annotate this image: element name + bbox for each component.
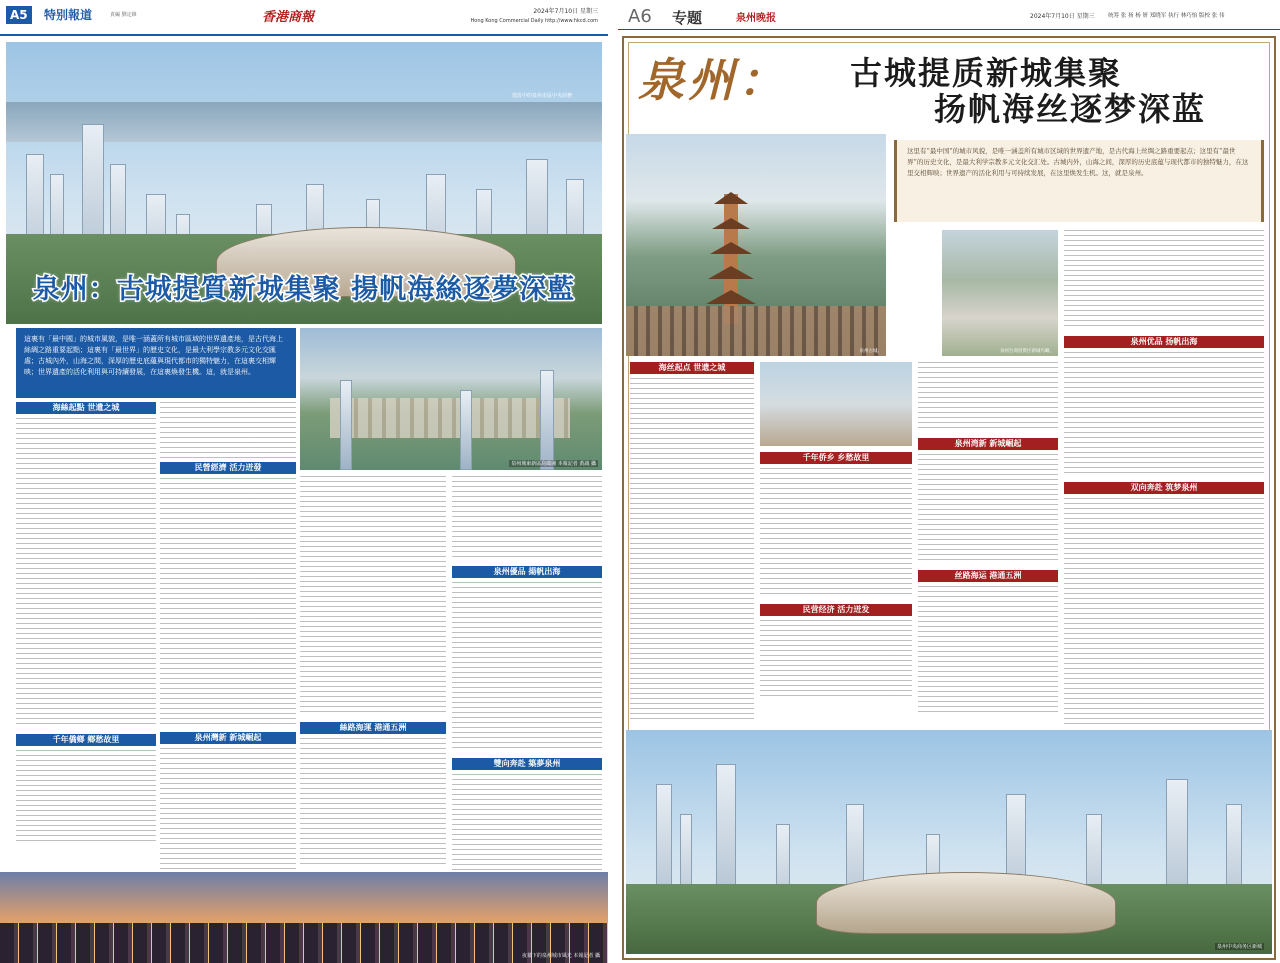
a5-masthead: [0, 0, 608, 36]
body-text: [918, 362, 1058, 432]
column-4: [452, 476, 602, 872]
tower: [340, 380, 352, 470]
section-title: 专题: [672, 9, 703, 27]
newtown-photo: [942, 230, 1058, 356]
headline: 泉州：古城提質新城集聚 揚帆海絲逐夢深藍: [32, 273, 576, 305]
body-text: [452, 582, 602, 752]
column-2: [760, 362, 912, 700]
aerial-photo: [300, 328, 602, 470]
section-heading: 千年僑鄉 鄉愁故里: [16, 734, 156, 746]
body-text: [160, 478, 296, 726]
section-heading: 千年侨乡 乡愁故里: [760, 452, 912, 464]
column-2b: [160, 462, 296, 874]
body-text: [452, 476, 602, 560]
body-text: [300, 476, 446, 716]
museum-building: [816, 872, 1116, 934]
newspaper-url: Hong Kong Commercial Daily http://www.hkcd.com: [470, 18, 598, 24]
section-heading: 海丝起点 世遗之城: [630, 362, 754, 374]
low-rise-blocks: [330, 398, 570, 438]
newspaper-logo: 泉州晚报: [736, 13, 776, 24]
newspaper-logo: 香港商報: [262, 10, 315, 25]
section-heading: 泉州優品 揚帆出海: [452, 566, 602, 578]
night-skyline-photo: [0, 872, 608, 963]
rooftops: [626, 306, 886, 356]
body-text: [300, 738, 446, 866]
body-text: [160, 748, 296, 874]
intro-box: 這裏有「最中國」的城市風貌，是唯一涵蓋所有城市區域的世界遺產地，是古代海上絲綢之路重要起點；這裏有「最世界」的歷史文化，是最大利學宗教多元文化交匯處；古城內外，山海之間，深厚的歷史底蘊與現代都市的獨特魅力，在這裏交相輝映；世界遺產的活化利用與可持續發展，在這裏煥發生機。這，就是泉州。: [16, 328, 296, 398]
body-text: [1064, 230, 1264, 330]
body-text: [1064, 498, 1264, 724]
column-2: [160, 402, 296, 462]
hero-caption: 建設中的泉州市區中央商務: [511, 93, 572, 99]
editors: 统筹 张 扬 杨 妍 郑晓军 执行 林巧怡 版校 张 伟: [1108, 13, 1225, 19]
tower: [460, 390, 472, 470]
body-text: [630, 378, 754, 722]
issue-date: 2024年7月10日 星期三: [533, 8, 598, 15]
a6-masthead: [618, 0, 1280, 30]
section-heading: 泉州湾新 新城崛起: [918, 438, 1058, 450]
page-a6: [618, 0, 1280, 963]
bottom-caption: 夜幕下的泉州城市風光 本報記者 攝: [521, 953, 600, 959]
ancient-city-photo: [626, 134, 886, 356]
photo-caption: 泉州城東新區鳥瞰圖 本報記者 黃誠 攝: [511, 461, 596, 467]
body-text: [760, 620, 912, 700]
issue-date: 2024年7月10日 星期三: [1030, 13, 1095, 20]
body-text: [1064, 352, 1264, 476]
editors: 責編 劉定維: [110, 12, 137, 18]
section-title: 特别報道: [44, 8, 93, 22]
night-buildings: [0, 923, 608, 963]
body-text: [918, 586, 1058, 714]
body-text: [760, 468, 912, 598]
headline-band: [6, 262, 602, 310]
body-text: [16, 418, 156, 728]
photo-caption: 泉州古城。: [859, 349, 882, 354]
column-1: [630, 362, 754, 722]
body-text: [16, 750, 156, 842]
body-text: [918, 454, 1058, 564]
section-heading: 民營經濟 活力迸發: [160, 462, 296, 474]
section-heading: 雙向奔赴 築夢泉州: [452, 758, 602, 770]
headline-line-2: 扬帆海丝逐梦深蓝: [934, 90, 1207, 128]
column-3: [918, 362, 1058, 714]
brush-title: 泉州：: [638, 53, 788, 107]
pagoda-icon: [706, 174, 756, 324]
page-number: A6: [628, 6, 652, 27]
section-heading: 絲路海運 港通五洲: [300, 722, 446, 734]
inline-photo: [760, 362, 912, 446]
section-heading: 丝路海运 港通五洲: [918, 570, 1058, 582]
page-number: A5: [6, 6, 32, 24]
section-heading: 泉州优品 扬帆出海: [1064, 336, 1264, 348]
body-text: [160, 402, 296, 462]
section-heading: 海絲起點 世遺之城: [16, 402, 156, 414]
section-heading: 双向奔赴 筑梦泉州: [1064, 482, 1264, 494]
column-3: [300, 476, 446, 866]
bottom-caption: 泉州中央商务区新城: [1216, 944, 1262, 950]
body-text: [452, 774, 602, 872]
section-heading: 泉州灣新 新城崛起: [160, 732, 296, 744]
section-heading: 民营经济 活力迸发: [760, 604, 912, 616]
column-right-top: [1064, 230, 1264, 724]
cbd-photo: [626, 730, 1272, 954]
photo-caption: 泉州台商投资区新城鸟瞰。: [1000, 349, 1054, 354]
intro-box: 这里有“最中国”的城市风貌，是唯一涵盖所有城市区域的世界遗产地，是古代海上丝绸之路重要起点；这里有“最世界”的历史文化，是最大利学宗教多元文化交汇处。古城内外，山海之间，深厚的历史底蕴与现代都市的独特魅力，在这里交相辉映；世界遗产的活化利用与可持续发展，在这里焕发生机。这，就是泉州。: [894, 140, 1264, 222]
page-a5: [0, 0, 608, 963]
headline-line-1: 古城提质新城集聚: [850, 54, 1123, 92]
column-1: [16, 402, 156, 842]
tower: [540, 370, 554, 470]
